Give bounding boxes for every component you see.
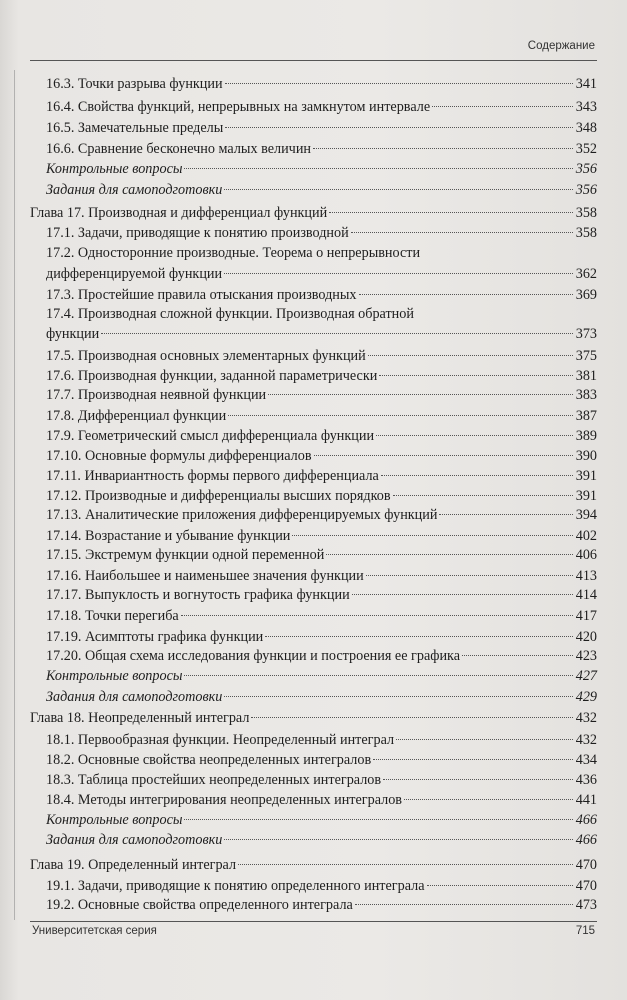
toc-entry-page: 473 [575, 897, 597, 913]
dot-leader [373, 759, 573, 760]
toc-entry-page: 402 [575, 528, 597, 544]
toc-entry-page: 390 [575, 448, 597, 464]
toc-entry [46, 159, 597, 179]
toc-entry-page: 391 [575, 468, 597, 484]
toc-entry-title: Глава 18. Неопределенный интеграл [30, 710, 250, 726]
toc-entry-title: 18.1. Первообразная функции. Неопределенный интеграл [46, 732, 395, 748]
toc-entry [46, 750, 597, 770]
toc-entry-page: 441 [575, 792, 597, 808]
toc-entry [46, 366, 597, 386]
toc-entry-title: Задания для самоподготовки [46, 832, 223, 848]
toc-entry-page: 391 [575, 488, 597, 504]
toc-chapter-entry [30, 855, 597, 875]
dot-leader [184, 819, 573, 820]
dot-leader [228, 415, 573, 416]
footer-rule [30, 921, 597, 922]
toc-entry [46, 180, 597, 200]
dot-leader [376, 435, 573, 436]
toc-entry [46, 118, 597, 138]
toc-entry-page: 434 [575, 752, 597, 768]
toc-entry [46, 139, 597, 159]
toc-entry-page: 375 [575, 348, 597, 364]
dot-leader [314, 455, 573, 456]
toc-entry [46, 770, 597, 790]
toc-entry [46, 585, 597, 605]
toc-chapter-entry [30, 708, 597, 728]
dot-leader [251, 717, 573, 718]
toc-entry-page: 358 [575, 225, 597, 241]
dot-leader [292, 535, 573, 536]
toc-entry [46, 687, 597, 707]
dot-leader [313, 148, 573, 149]
dot-leader [368, 355, 573, 356]
toc-entry [46, 830, 597, 850]
toc-entry-page: 387 [575, 408, 597, 424]
toc-entry-page: 352 [575, 141, 597, 157]
toc-entry-title: 17.19. Асимптоты графика функции [46, 629, 264, 645]
toc-entry-page: 417 [575, 608, 597, 624]
toc-entry [46, 304, 597, 324]
toc-entry-page: 427 [575, 668, 597, 684]
dot-leader [184, 168, 573, 169]
toc-entry-page: 356 [575, 182, 597, 198]
dot-leader [462, 655, 573, 656]
toc-entry-page: 383 [575, 387, 597, 403]
dot-leader [439, 514, 573, 515]
toc-entry-title: 16.3. Точки разрыва функции [46, 76, 223, 92]
toc-entry-page: 406 [575, 547, 597, 563]
toc-entry-page: 470 [575, 878, 597, 894]
toc-entry-page: 423 [575, 648, 597, 664]
toc-entry [46, 486, 597, 506]
toc-entry-page: 394 [575, 507, 597, 523]
toc-entry-title: 18.3. Таблица простейших неопределенных интегралов [46, 772, 382, 788]
dot-leader [404, 799, 573, 800]
toc-entry-page: 362 [575, 266, 597, 282]
toc-entry-page: 369 [575, 287, 597, 303]
toc-entry-title: 17.15. Экстремум функции одной переменной [46, 547, 325, 563]
toc-entry [46, 895, 597, 915]
toc-entry-title: 18.2. Основные свойства неопределенных интегралов [46, 752, 372, 768]
dot-leader [181, 615, 573, 616]
toc-entry [46, 346, 597, 366]
toc-entry-page: 356 [575, 161, 597, 177]
toc-entry-title: 19.2. Основные свойства определенного интеграла [46, 897, 353, 913]
dot-leader [351, 232, 573, 233]
toc-entry-title: 17.10. Основные формулы дифференциалов [46, 448, 312, 464]
toc-entry-page: 373 [575, 326, 597, 342]
toc-entry [46, 466, 597, 486]
toc-entry [46, 324, 597, 344]
dot-leader [326, 554, 573, 555]
toc-entry [46, 406, 597, 426]
dot-leader [225, 83, 573, 84]
toc-entry-page: 432 [575, 732, 597, 748]
toc-entry-title: 17.14. Возрастание и убывание функции [46, 528, 291, 544]
toc-entry-page: 389 [575, 428, 597, 444]
toc-entry-page: 470 [575, 857, 597, 873]
toc-entry-page: 432 [575, 710, 597, 726]
toc-entry [46, 505, 597, 525]
toc-entry-title: 16.6. Сравнение бесконечно малых величин [46, 141, 312, 157]
toc-entry [46, 627, 597, 647]
toc-entry-title: Задания для самоподготовки [46, 689, 223, 705]
toc-entry-title: функции [46, 326, 100, 342]
toc-entry-title: 17.6. Производная функции, заданной параметрически [46, 368, 378, 384]
toc-entry [46, 223, 597, 243]
toc-entry [46, 285, 597, 305]
toc-entry-title: 17.8. Дифференциал функции [46, 408, 227, 424]
toc-entry-title: 17.17. Выпуклость и вогнутость графика функции [46, 587, 350, 603]
dot-leader [393, 495, 573, 496]
dot-leader [355, 904, 573, 905]
toc-entry [46, 526, 597, 546]
toc-entry-title: 17.13. Аналитические приложения дифференцируемых функций [46, 507, 438, 523]
toc-entry [46, 730, 597, 750]
dot-leader [381, 475, 573, 476]
toc-entry [46, 790, 597, 810]
toc-entry [46, 810, 597, 830]
toc-entry-title: Глава 17. Производная и дифференциал функций [30, 205, 328, 221]
toc-entry-title: 16.4. Свойства функций, непрерывных на замкнутом интервале [46, 99, 431, 115]
dot-leader [396, 739, 573, 740]
dot-leader [366, 575, 573, 576]
toc-entry-title: 17.9. Геометрический смысл дифференциала функции [46, 428, 375, 444]
toc-entry-page: 466 [575, 812, 597, 828]
toc-chapter-entry [30, 203, 597, 223]
toc-entry [46, 264, 597, 284]
dot-leader [184, 675, 573, 676]
toc-entry [46, 566, 597, 586]
toc-entry [46, 385, 597, 405]
dot-leader [238, 864, 573, 865]
toc-entry [46, 243, 597, 263]
toc-entry-title: 17.7. Производная неявной функции [46, 387, 267, 403]
toc-entry-title: 17.4. Производная сложной функции. Производная обратной [46, 306, 414, 322]
toc-entry-page: 414 [575, 587, 597, 603]
page-gutter [14, 70, 15, 920]
toc-entry-page: 341 [575, 76, 597, 92]
dot-leader [101, 333, 573, 334]
toc-entry-title: 17.12. Производные и дифференциалы высших порядков [46, 488, 391, 504]
toc-entry-title: 17.20. Общая схема исследования функции и построения ее графика [46, 648, 461, 664]
toc-entry [46, 446, 597, 466]
dot-leader [268, 394, 573, 395]
toc-entry-page: 436 [575, 772, 597, 788]
dot-leader [359, 294, 573, 295]
dot-leader [224, 696, 573, 697]
toc-entry-title: Контрольные вопросы [46, 668, 183, 684]
toc-entry [46, 97, 597, 117]
toc-entry-title: дифференцируемой функции [46, 266, 223, 282]
toc-entry-title: 17.16. Наибольшее и наименьшее значения функции [46, 568, 364, 584]
toc-entry-title: 17.1. Задачи, приводящие к понятию производной [46, 225, 349, 241]
toc-entry-title: 17.5. Производная основных элементарных функций [46, 348, 366, 364]
dot-leader [383, 779, 573, 780]
toc-entry-title: Контрольные вопросы [46, 812, 183, 828]
running-header: Содержание [527, 40, 595, 52]
toc-entry-page: 358 [575, 205, 597, 221]
toc-entry [46, 74, 597, 94]
toc-entry-page: 348 [575, 120, 597, 136]
toc-entry-page: 429 [575, 689, 597, 705]
toc-entry-title: Контрольные вопросы [46, 161, 183, 177]
dot-leader [379, 375, 573, 376]
toc-entry-page: 420 [575, 629, 597, 645]
dot-leader [224, 839, 573, 840]
dot-leader [329, 212, 573, 213]
toc-entry [46, 545, 597, 565]
toc-entry [46, 666, 597, 686]
toc-entry [46, 876, 597, 896]
series-name: Университетская серия [32, 925, 157, 937]
toc-entry-title: 16.5. Замечательные пределы [46, 120, 224, 136]
toc-entry [46, 646, 597, 666]
dot-leader [224, 273, 573, 274]
toc-entry-title: Глава 19. Определенный интеграл [30, 857, 237, 873]
toc-entry-page: 343 [575, 99, 597, 115]
toc-entry-title: 18.4. Методы интегрирования неопределенных интегралов [46, 792, 403, 808]
dot-leader [427, 885, 573, 886]
header-rule [30, 60, 597, 61]
toc-entry [46, 606, 597, 626]
toc-entry-title: 17.3. Простейшие правила отыскания производных [46, 287, 357, 303]
dot-leader [352, 594, 573, 595]
toc-entry-title: 19.1. Задачи, приводящие к понятию определенного интеграла [46, 878, 425, 894]
toc-entry-title: 17.18. Точки перегиба [46, 608, 179, 624]
dot-leader [265, 636, 573, 637]
toc-entry-title: Задания для самоподготовки [46, 182, 223, 198]
toc-entry [46, 426, 597, 446]
toc-entry-page: 413 [575, 568, 597, 584]
dot-leader [224, 189, 573, 190]
toc-entry-title: 17.11. Инвариантность формы первого дифференциала [46, 468, 379, 484]
toc-entry-title: 17.2. Односторонние производные. Теорема о непрерывности [46, 245, 421, 261]
dot-leader [432, 106, 573, 107]
toc-entry-page: 466 [575, 832, 597, 848]
page-number: 715 [575, 925, 595, 937]
toc-entry-page: 381 [575, 368, 597, 384]
dot-leader [225, 127, 573, 128]
